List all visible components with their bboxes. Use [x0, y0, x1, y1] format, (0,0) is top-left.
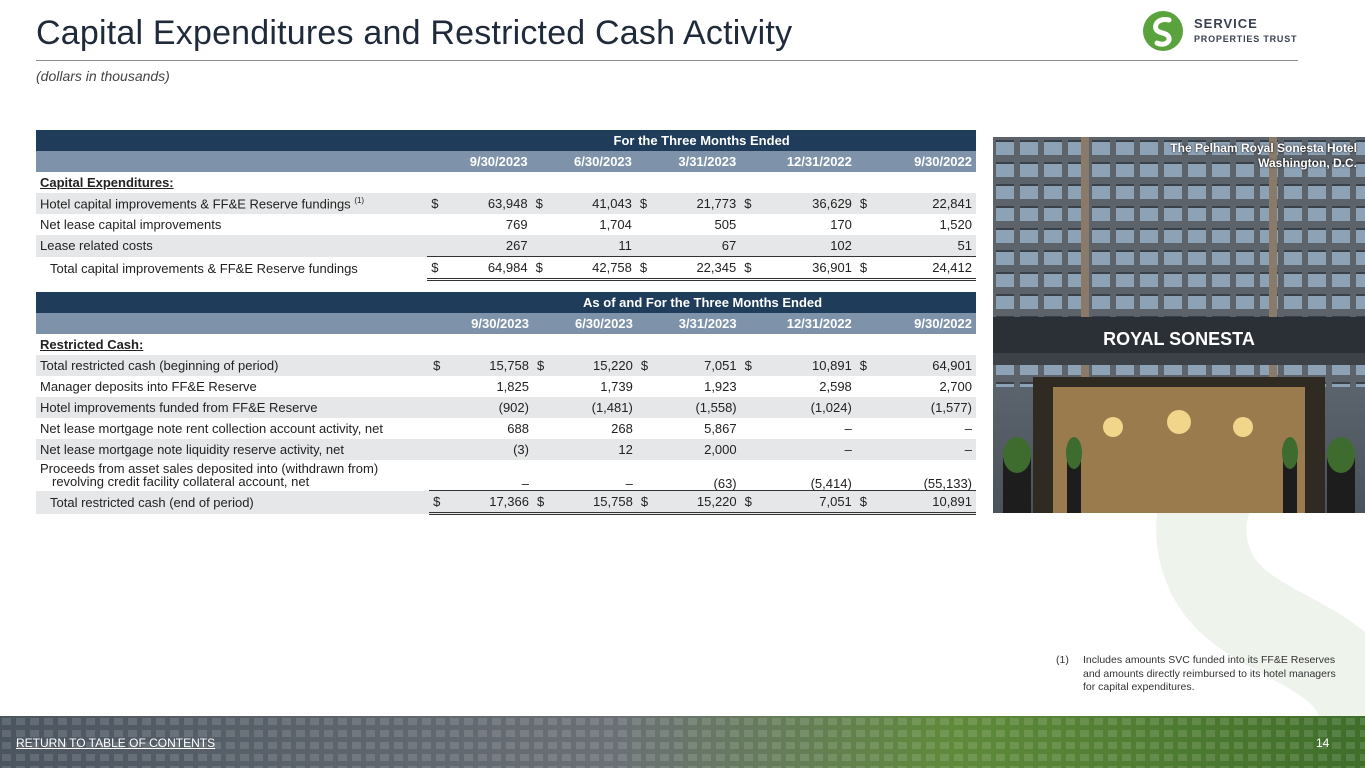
table-row: [36, 439, 976, 460]
hotel-photo: [993, 137, 1365, 513]
table-row: [36, 460, 976, 491]
row-label-line1: Proceeds from asset sales deposited into (withdrawn from): [40, 461, 379, 477]
cell-value: 102: [761, 235, 855, 257]
column-header: 9/30/2023: [429, 313, 533, 334]
return-to-contents-link[interactable]: RETURN TO TABLE OF CONTENTS: [16, 736, 216, 750]
cell-value: 11: [553, 235, 636, 257]
row-label: Net lease mortgage note liquidity reserve activity, net: [36, 439, 429, 460]
cell-value: (902): [450, 397, 533, 418]
row-label: [36, 460, 429, 491]
company-logo: [1142, 10, 1302, 52]
currency-symbol: $: [429, 491, 450, 514]
currency-symbol: $: [740, 193, 761, 214]
logo-mark-icon: [1142, 10, 1184, 52]
logo-name: SERVICE: [1194, 16, 1258, 31]
cell-value: 64,984: [448, 257, 531, 280]
footnote-ref: (1): [354, 195, 365, 205]
currency-symbol: $: [856, 491, 877, 514]
column-header: 12/31/2022: [740, 151, 856, 172]
row-label: Total capital improvements & FF&E Reserve fundings: [50, 260, 358, 276]
column-header: 3/31/2023: [636, 151, 740, 172]
currency-symbol: $: [427, 257, 448, 280]
currency-symbol: $: [856, 355, 877, 376]
cell-value: 42,758: [553, 257, 636, 280]
cell-value: (63): [658, 460, 741, 491]
row-label: Lease related costs: [36, 235, 427, 257]
currency-symbol: $: [856, 257, 877, 280]
capex-band: [36, 130, 976, 151]
cell-value: 36,629: [761, 193, 855, 214]
restricted-cash-table: [36, 292, 976, 515]
footnote-text: Includes amounts SVC funded into its FF&E Reserves and amounts directly reimbursed to its hotel managers for capital expenditures.: [1083, 654, 1336, 693]
page-title: Capital Expenditures and Restricted Cash Activity: [36, 14, 793, 52]
photo-caption-line1: The Pelham Royal Sonesta Hotel: [1170, 141, 1357, 155]
cell-value: 505: [714, 217, 737, 232]
cell-value: 1,704: [599, 217, 632, 232]
section-heading-row: [36, 172, 976, 193]
footnote-number: (1): [1056, 654, 1069, 666]
cash-column-header: [36, 313, 976, 334]
photo-caption-line2: Washington, D.C.: [1258, 156, 1357, 170]
cell-value: 7,051: [658, 355, 741, 376]
cell-value: 21,773: [657, 193, 740, 214]
title-divider: [36, 60, 1298, 61]
cell-value: –: [762, 439, 856, 460]
cell-value: 10,891: [762, 355, 856, 376]
column-header: 9/30/2022: [856, 151, 976, 172]
cell-value: 1,520: [939, 217, 972, 232]
cell-value: 24,412: [877, 257, 976, 280]
cell-value: 688: [507, 421, 529, 436]
photo-caption: [1170, 141, 1357, 171]
cell-value: 17,366: [450, 491, 533, 514]
currency-symbol: $: [532, 257, 553, 280]
currency-symbol: $: [636, 257, 657, 280]
page-subtitle: (dollars in thousands): [36, 68, 170, 84]
cell-value: (1,481): [554, 397, 637, 418]
currency-symbol: $: [533, 355, 554, 376]
capex-band-label: For the Three Months Ended: [427, 130, 976, 151]
column-header: 9/30/2023: [427, 151, 531, 172]
currency-symbol: $: [532, 193, 553, 214]
row-label: Hotel improvements funded from FF&E Reserve: [36, 397, 429, 418]
total-row: [36, 491, 976, 514]
cell-value: –: [844, 421, 852, 436]
cell-value: 51: [877, 235, 976, 257]
cell-value: (1,558): [658, 397, 741, 418]
currency-symbol: $: [533, 491, 554, 514]
table-row: [36, 376, 976, 397]
cell-value: 268: [611, 421, 633, 436]
cell-value: 170: [830, 217, 852, 232]
row-label: Hotel capital improvements & FF&E Reserve fundings $^{(1)}$: [36, 193, 427, 214]
column-header: 6/30/2023: [533, 313, 637, 334]
hotel-building-illustration: [993, 137, 1365, 513]
cell-value: –: [554, 460, 637, 491]
cell-value: –: [964, 421, 972, 436]
cell-value: 15,220: [554, 355, 637, 376]
currency-symbol: $: [429, 355, 450, 376]
cell-value: 1,825: [496, 379, 529, 394]
table-row: [36, 355, 976, 376]
currency-symbol: $: [741, 355, 762, 376]
currency-symbol: $: [741, 491, 762, 514]
cell-value: –: [450, 460, 533, 491]
row-label-line2: revolving credit facility collateral account, net: [52, 474, 310, 490]
cell-value: (1,024): [762, 397, 856, 418]
logo-subname: PROPERTIES TRUST: [1194, 34, 1298, 44]
currency-symbol: $: [637, 355, 658, 376]
table-row: [36, 235, 976, 257]
table-row: [36, 193, 976, 214]
cell-value: 22,345: [657, 257, 740, 280]
row-label: Net lease mortgage note rent collection account activity, net: [40, 421, 384, 436]
cell-value: 41,043: [553, 193, 636, 214]
capex-column-header: [36, 151, 976, 172]
cell-value: 63,948: [448, 193, 531, 214]
cell-value: 36,901: [761, 257, 855, 280]
hotel-sign: ROYAL SONESTA: [1103, 329, 1255, 349]
column-header: 3/31/2023: [637, 313, 741, 334]
cell-value: 267: [448, 235, 531, 257]
column-header: 12/31/2022: [741, 313, 856, 334]
cell-value: 769: [505, 217, 528, 232]
table-row: [36, 397, 976, 418]
cell-value: (55,133): [877, 460, 976, 491]
cell-value: 2,000: [658, 439, 741, 460]
cell-value: 1,923: [704, 379, 737, 394]
total-row: [36, 257, 976, 280]
cell-value: 2,700: [939, 379, 972, 394]
row-label: Net lease capital improvements: [40, 217, 222, 232]
page-number: 14: [1316, 736, 1330, 750]
cell-value: 10,891: [877, 491, 976, 514]
column-header: 6/30/2023: [532, 151, 636, 172]
cell-value: 5,867: [704, 421, 737, 436]
capex-table: [36, 130, 976, 281]
section-heading-row: [36, 334, 976, 355]
section-heading: Restricted Cash:: [40, 337, 144, 352]
cell-value: 15,758: [554, 491, 637, 514]
cell-value: –: [877, 439, 976, 460]
currency-symbol: $: [740, 257, 761, 280]
cell-value: 15,758: [450, 355, 533, 376]
table-row: [36, 214, 976, 235]
table-row: [36, 418, 976, 439]
cash-band: [36, 292, 976, 313]
cell-value: (5,414): [762, 460, 856, 491]
cell-value: 12: [554, 439, 637, 460]
column-header: 9/30/2022: [856, 313, 976, 334]
cell-value: 64,901: [877, 355, 976, 376]
cell-value: 1,739: [600, 379, 633, 394]
row-label: Manager deposits into FF&E Reserve: [40, 379, 257, 394]
section-heading: Capital Expenditures:: [40, 175, 174, 190]
cell-value: 15,220: [658, 491, 741, 514]
currency-symbol: $: [637, 491, 658, 514]
cash-band-label: As of and For the Three Months Ended: [429, 292, 976, 313]
cell-value: 67: [657, 235, 740, 257]
currency-symbol: $: [636, 193, 657, 214]
cell-value: 22,841: [877, 193, 976, 214]
footnote: [1056, 654, 1346, 695]
row-label: Total restricted cash (beginning of period): [36, 355, 429, 376]
row-label: Total restricted cash (end of period): [36, 491, 429, 514]
cell-value: 7,051: [762, 491, 856, 514]
cell-value: (3): [450, 439, 533, 460]
cell-value: (1,577): [877, 397, 976, 418]
currency-symbol: $: [427, 193, 448, 214]
cell-value: 2,598: [819, 379, 852, 394]
currency-symbol: $: [856, 193, 877, 214]
